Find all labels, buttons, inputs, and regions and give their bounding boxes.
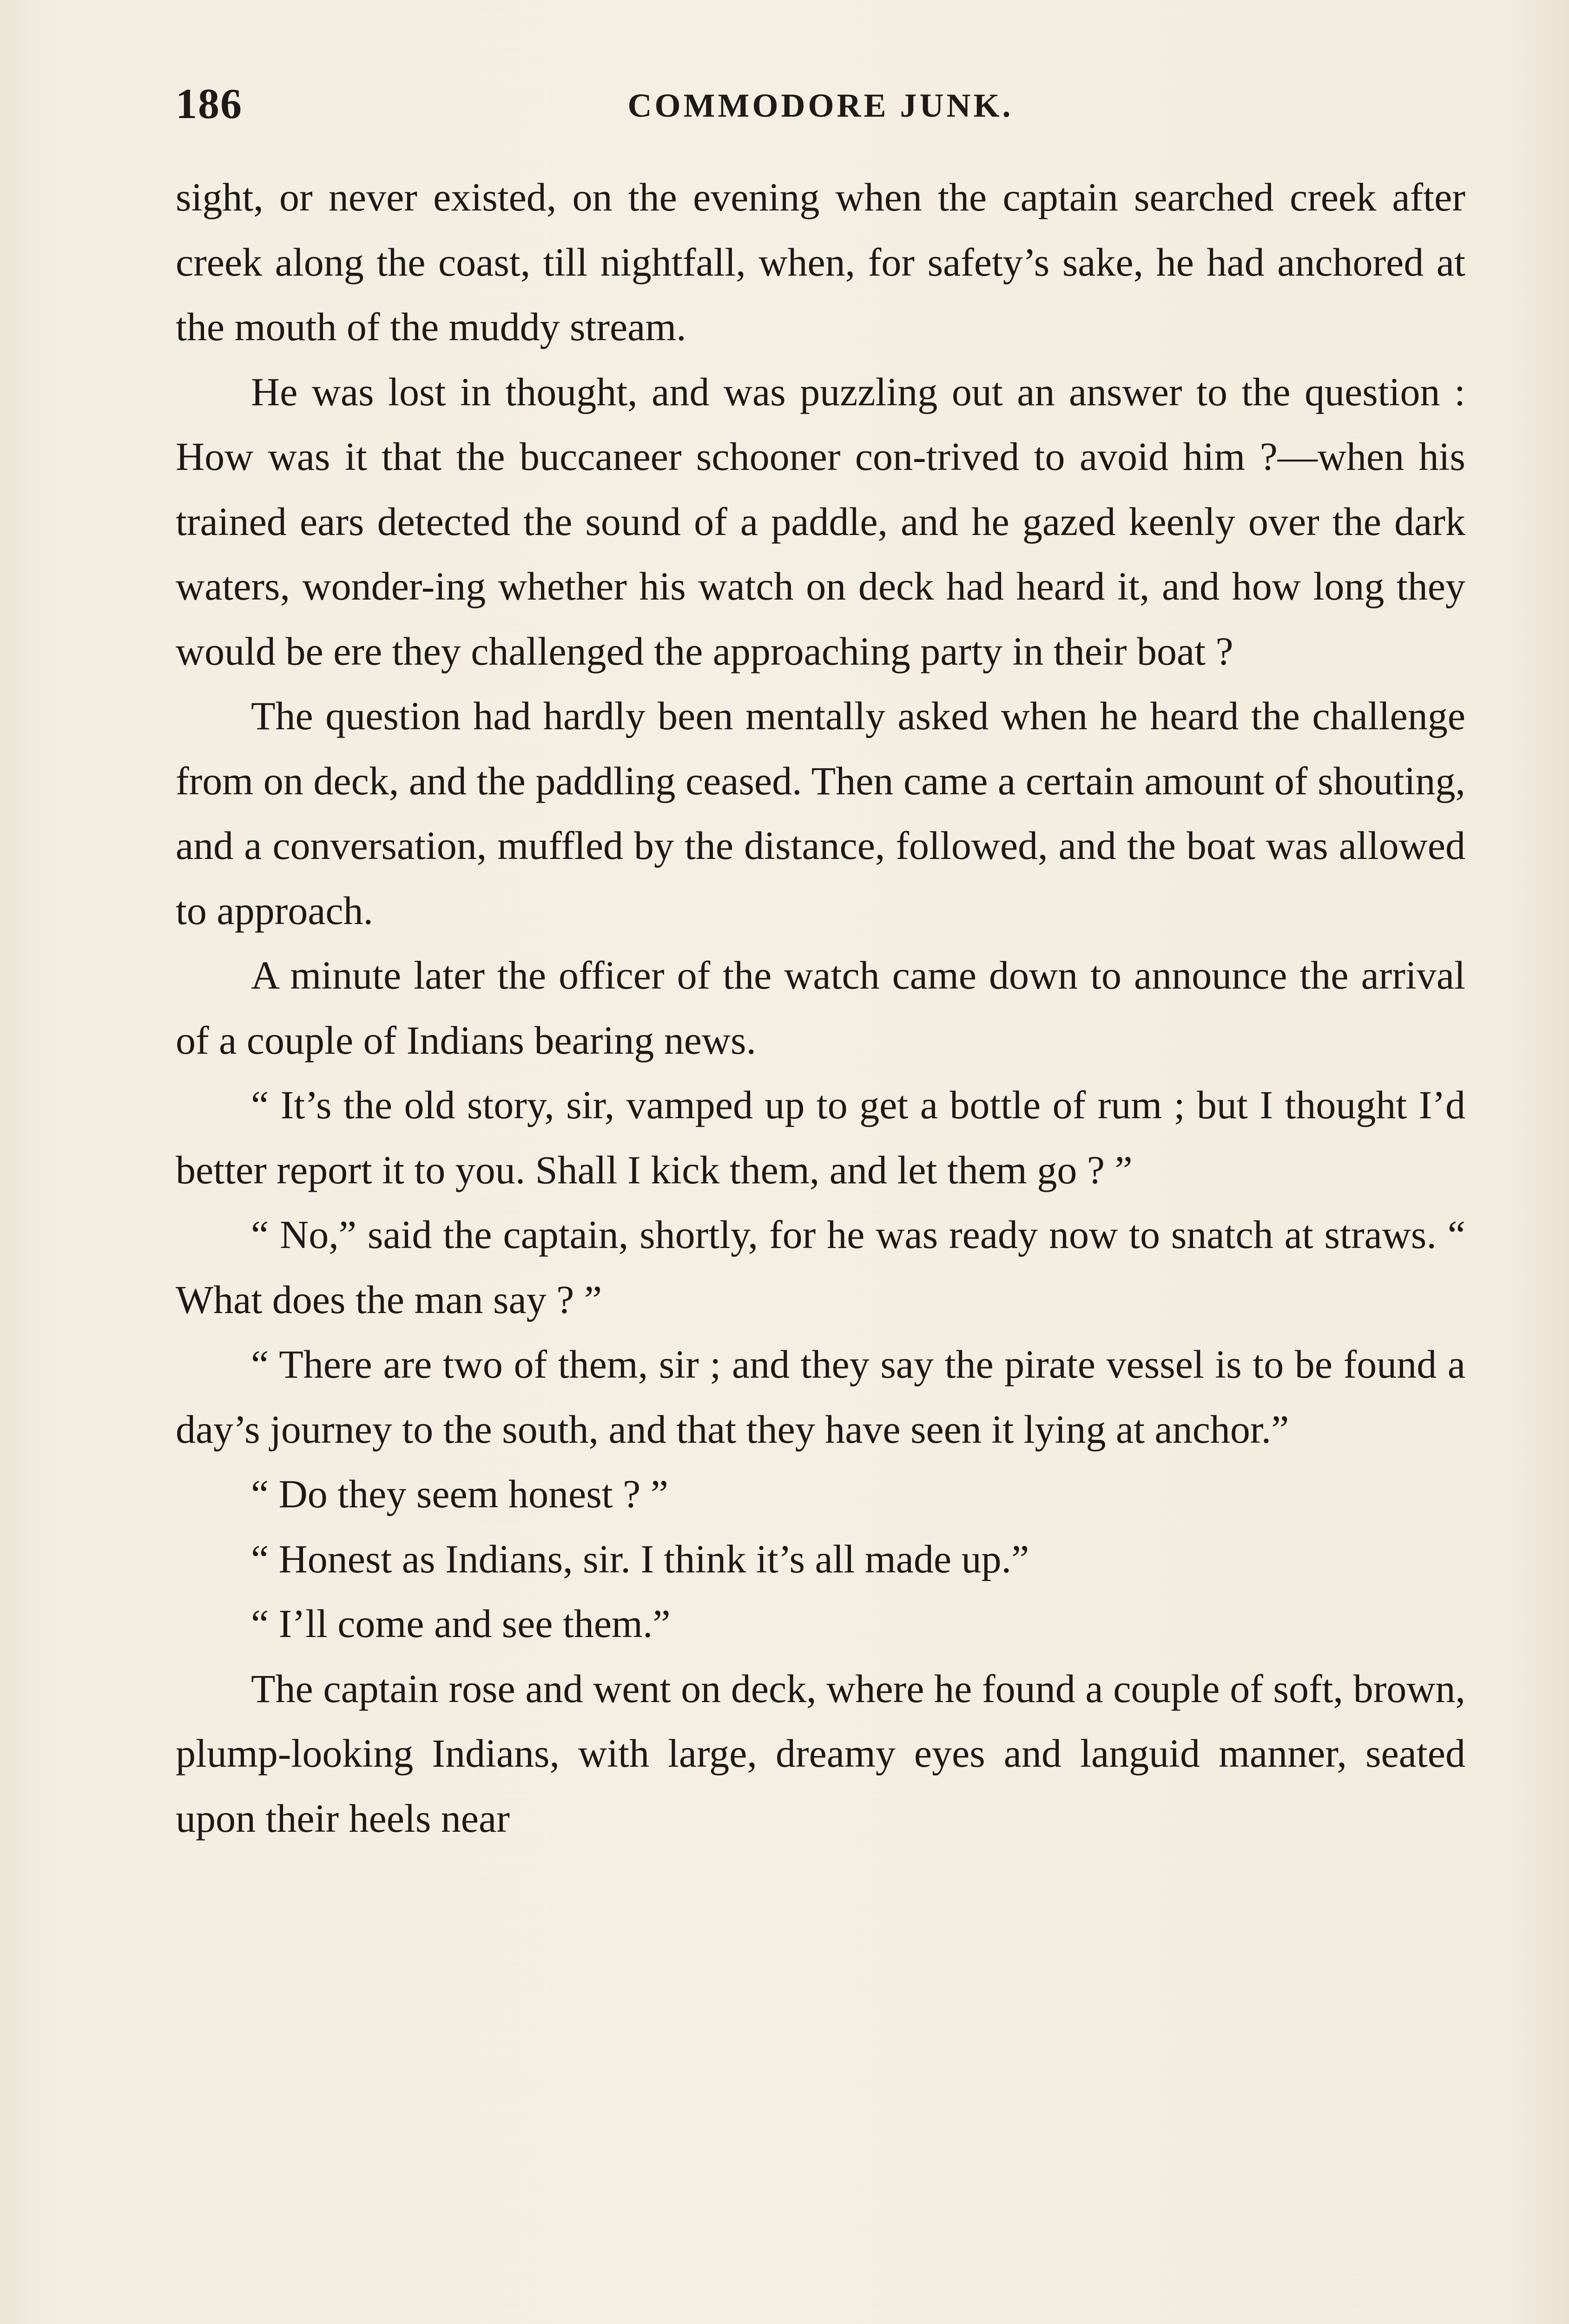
page-header — [176, 79, 1465, 135]
paragraph: “ Do they seem honest ? ” — [251, 1472, 668, 1516]
body-text — [176, 165, 1465, 1851]
paragraph: The captain rose and went on deck, where he found a couple of soft, brown, plump-looking Indians, with large, dreamy eyes and languid manner, seated upon their heels near — [176, 1666, 1465, 1841]
paragraph: The question had hardly been mentally asked when he heard the challenge from on deck, and the paddling ceased. Then came a certain amount of shouting, and a conversation, muffled by the distance, followed, and the boat was allowed to approach. — [176, 693, 1465, 933]
paragraph: “ Honest as Indians, sir. I think it’s all made up.” — [251, 1536, 1029, 1581]
paragraph: “ I’ll come and see them.” — [251, 1601, 671, 1646]
paragraph: sight, or never existed, on the evening when the captain searched creek after creek along the coast, till nightfall, when, for safety’s sake, he had anchored at the mouth of the muddy stream. — [176, 175, 1465, 349]
paragraph: He was lost in thought, and was puzzling out an answer to the question : How was it that the buccaneer schooner con-trived to avoid him ?—when his trained ears detected the sound of a paddle, and he gazed keenly over the dark waters, wonder-ing whether his watch on deck had heard it, and how long they would be ere they challenged the approaching party in their boat ? — [176, 369, 1465, 673]
paragraph: “ No,” said the captain, shortly, for he was ready now to snatch at straws. “ What does the man say ? ” — [176, 1212, 1465, 1322]
running-head: COMMODORE JUNK. — [627, 87, 1014, 124]
paragraph: A minute later the officer of the watch came down to announce the arrival of a couple of Indians bearing news. — [176, 953, 1465, 1063]
page-number: 186 — [176, 80, 243, 127]
paragraph: “ There are two of them, sir ; and they say the pirate vessel is to be found a day’s journey to the south, and that they have seen it lying at anchor.” — [176, 1342, 1465, 1452]
paragraph: “ It’s the old story, sir, vamped up to get a bottle of rum ; but I thought I’d better report it to you. Shall I kick them, and let them go ? ” — [176, 1083, 1465, 1192]
